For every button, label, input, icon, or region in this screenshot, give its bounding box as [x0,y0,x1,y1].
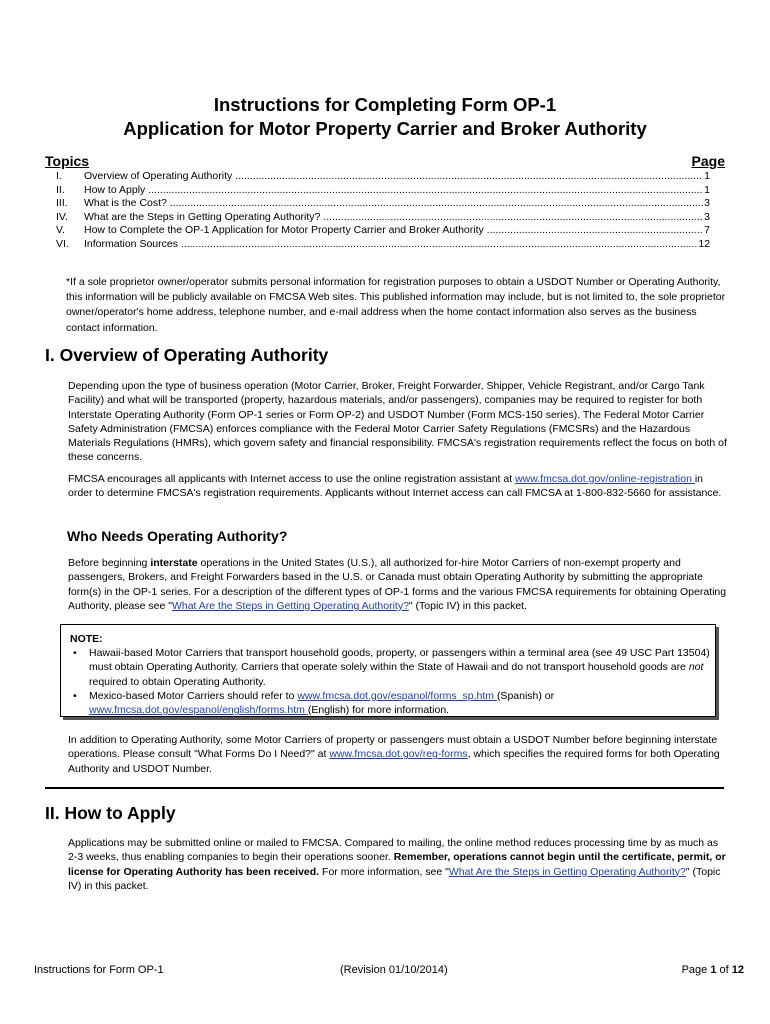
footer-page-number [682,964,744,976]
registration-assistant-paragraph [68,472,728,501]
how-to-apply-paragraph [68,836,728,893]
english-forms-link[interactable]: www.fmcsa.dot.gov/espanol/english/forms.htm [89,704,308,717]
overview-text: Depending upon the type of business operation (Motor Carrier, Broker, Freight Forwarder, Shipper, Vehicle Registrant, and/or Cargo Tank Facility) and what will be transported (property, hazardous materials, and/or passengers), companies may be required to register for both Interstate Operating Authority (Form OP-1 series or Form OP-2) and USDOT Number (Form MCS-150 series). The Federal Motor Carrier Safety Administration (FMCSA) enforces compliance with the Federal Motor Carrier Safety Regulations (FMCSRs) and the Hazardous Materials Regulations (HMRs), which govern safety and financial responsibility. FMCSA's registration requirements reflect the focus on both of these concerns. [68,380,727,464]
document-title-line1: Instructions for Completing Form OP-1 [213,94,557,115]
note-text: required to obtain Operating Authority. [89,675,266,688]
who-needs-paragraph [68,556,728,613]
toc-item[interactable] [56,238,710,252]
overview-paragraph [68,379,728,465]
section-heading-overview: I. Overview of Operating Authority [45,345,329,365]
toc-item[interactable] [56,211,710,225]
note-text: (Spanish) or [496,689,555,702]
toc-header [45,153,725,171]
toc-item-page: 3 [704,210,710,223]
note-box [60,624,716,717]
toc-item-number: VI. [56,237,69,250]
document-title-line2: Application for Motor Property Carrier and Broker Authority [123,118,647,139]
steps-operating-authority-link[interactable]: What Are the Steps in Getting Operating Authority? [171,599,409,612]
note-text: (English) for more information. [307,704,450,717]
toc-item-label: What are the Steps in Getting Operating Authority? ..... [84,211,703,225]
toc-item[interactable] [56,170,710,184]
page-prefix: Page [681,964,711,976]
toc-item-label: How to Apply ..... [84,184,703,198]
online-registration-link[interactable]: www.fmcsa.dot.gov/online-registration [515,473,695,485]
paragraph-text: " (Topic IV) in this packet. [408,599,528,612]
toc-item-page: 1 [704,183,710,196]
toc-item-number: IV. [56,210,68,223]
sub-heading-who-needs-authority: Who Needs Operating Authority? [67,528,288,544]
note-label: NOTE: [70,633,103,645]
paragraph-text: For more information, see " [319,865,449,878]
toc-item-page: 12 [698,237,710,250]
toc-item[interactable] [56,197,710,211]
bold-text-interstate: interstate [150,557,198,569]
toc-item[interactable] [56,184,710,198]
toc-item-label: Overview of Operating Authority ..... [84,170,703,184]
total-pages: 12 [731,964,744,976]
spanish-forms-link[interactable]: www.fmcsa.dot.gov/espanol/forms_sp.htm [297,689,497,702]
paragraph-text: Applications may be submitted online or mailed to FMCSA. Compared to mailing, the online method reduces processing time by as much as 2-3 weeks, thus enabling companies to begin their operations sooner. [68,837,719,864]
paragraph-text: " (Topic IV) in this packet. [68,865,721,892]
note-item-hawaii [89,646,719,689]
emphasis-not: not [688,661,704,674]
toc-item-page: 1 [704,170,710,182]
paragraph-text: , which specifies the required forms for both Operating Authority and USDOT Number. [68,748,720,775]
toc-item-number: V. [56,224,65,237]
table-of-contents [56,170,710,252]
toc-item-label: Information Sources ..... [84,238,697,252]
toc-item[interactable] [56,224,710,238]
paragraph-text: in order to determine FMCSA's registration requirements. Applicants without Internet access can call FMCSA at 1-800-832-5660 for assistance. [68,473,722,500]
note-text: Mexico-based Motor Carriers should refer to [89,689,298,702]
reg-forms-link[interactable]: www.fmcsa.dot.gov/reg-forms [329,748,468,761]
paragraph-text: Before beginning [68,557,151,569]
toc-item-number: II. [56,183,65,196]
note-text: Hawaii-based Motor Carriers that transport household goods, property, or passengers within a terminal area (see 49 USC Part 13504) must obtain Operating Authority. Carriers that operate solely within the State of Hawaii and do not transport household goods are [89,647,710,674]
toc-topics-heading: Topics [45,153,90,169]
paragraph-text: operations in the United States (U.S.), all authorized for-hire Motor Carriers of non-exempt property and passengers, Brokers, and Freight Forwarders based in the U.S. or Canada must obtain Operating Authority by submitting the appropriate form(s) in the OP-1 series. For a description of the different types of OP-1 forms and the various FMCSA requirements for obtaining Operating Authority, please see " [68,557,727,612]
toc-item-page: 7 [704,224,710,237]
toc-item-page: 3 [704,197,710,210]
toc-item-number: III. [56,197,68,210]
privacy-note: *If a sole proprietor owner/operator submits personal information for registration purposes to obtain a USDOT Number or Operating Authority, this information will be publicly available on FMCSA Web sites. This published information may include, but is not limited to, the sole proprietor owner/operator's home address, telephone number, and e-mail address when the home contact information also serves as the business contact information. [66,276,726,334]
bold-reminder-text: Remember, operations cannot begin until the certificate, permit, or license for Operating Authority has been received. [68,851,726,878]
page-mid: of [716,964,732,976]
footer-form-name: Instructions for Form OP-1 [34,964,164,976]
note-item-mexico [89,689,719,718]
footer-revision: (Revision 01/10/2014) [340,964,448,976]
usdot-paragraph [68,733,728,776]
steps-operating-authority-link[interactable]: What Are the Steps in Getting Operating Authority? [448,865,686,878]
section-heading-how-to-apply: II. How to Apply [45,803,176,823]
paragraph-text: In addition to Operating Authority, some Motor Carriers of property or passengers must obtain a USDOT Number before beginning interstate operations. Please consult "What Forms Do I Need?" at [68,734,718,761]
toc-item-label: How to Complete the OP-1 Application for Motor Property Carrier and Broker Authority ..... [84,224,703,238]
toc-item-label: What is the Cost? ..... [84,197,703,211]
note-list [70,646,719,717]
toc-item-number: I. [56,170,62,182]
current-page: 1 [710,964,717,976]
section-divider [45,787,724,789]
toc-page-heading: Page [691,153,725,169]
paragraph-text: FMCSA encourages all applicants with Internet access to use the online registration assistant at [68,473,516,485]
